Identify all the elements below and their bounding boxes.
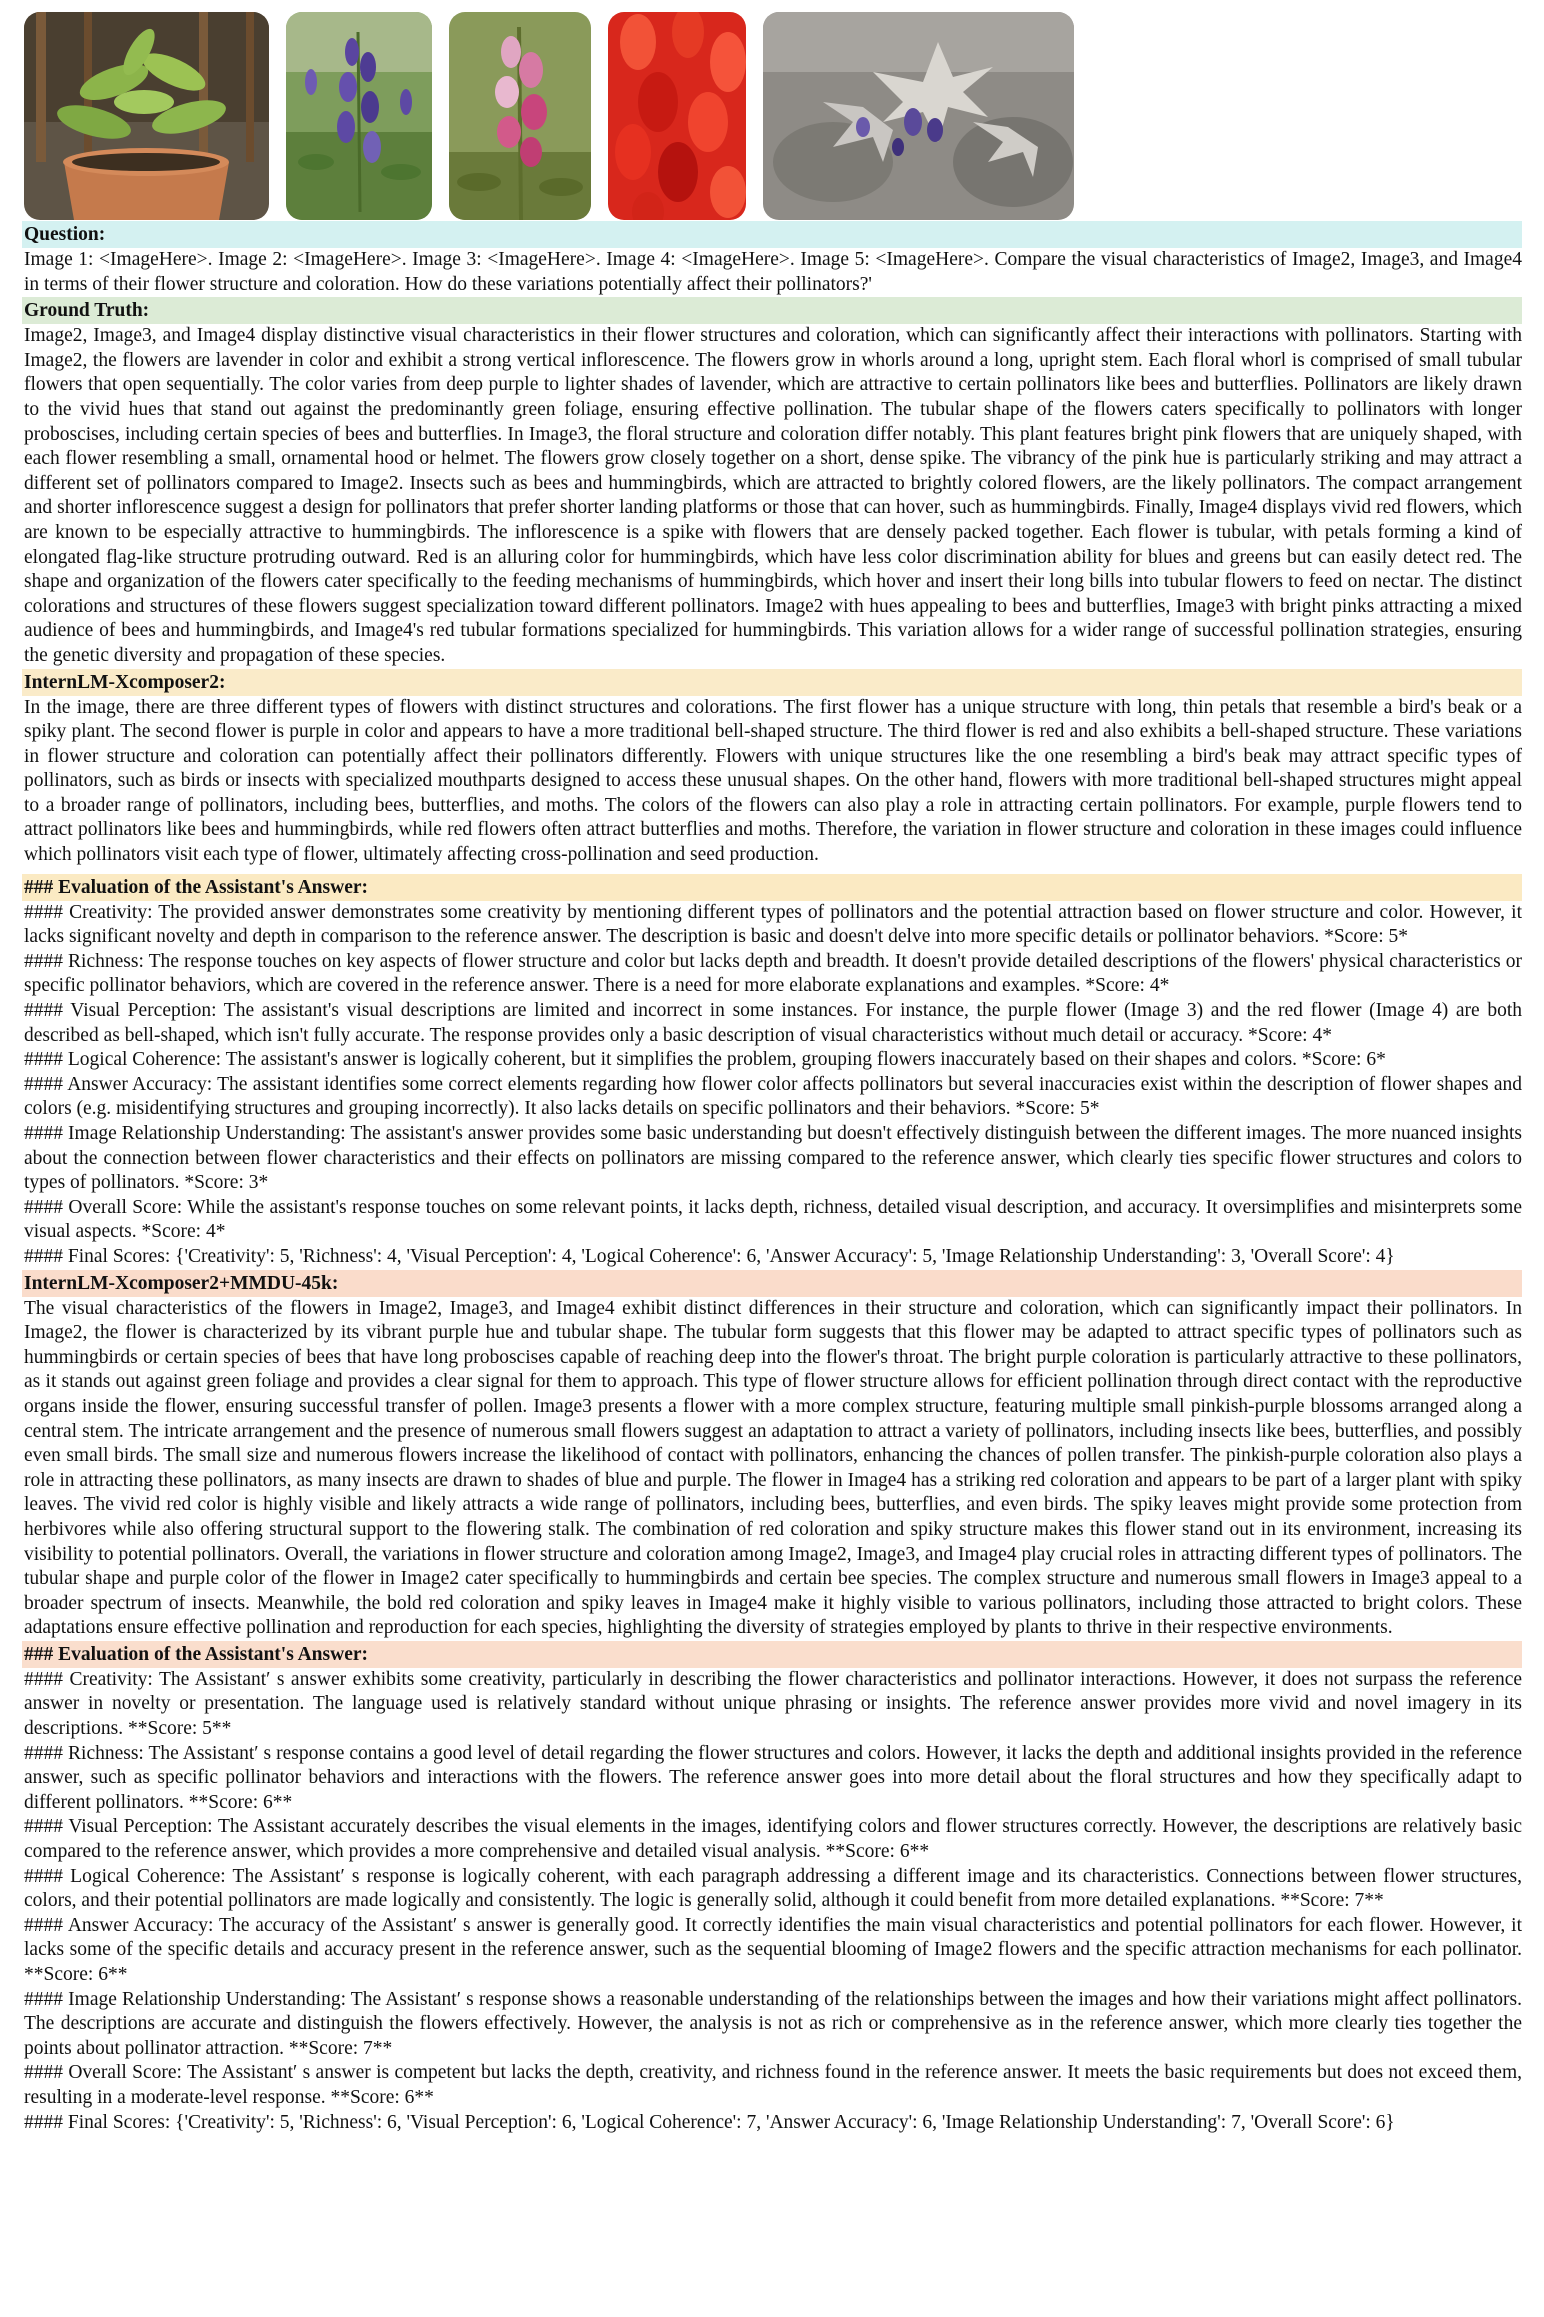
eval2-creativity: #### Creativity: The Assistant′ s answer exhibits some creativity, particularly in describing the flower characteristics and pollinator interactions. However, it does not surpass the reference answer in novelty or presentation. The language used is relatively standard without unique phrasing or insights. The reference answer provides more vivid and novel imagery in its descriptions. **Score: 5**	[24, 1668, 1522, 1740]
eval1-overall-score: #### Overall Score: While the assistant's response touches on some relevant points, it lacks depth, richness, detailed visual description, and accuracy. It oversimplifies and misinterprets some visual aspects. *Score: 4*	[24, 1196, 1522, 1243]
eval1-answer-accuracy: #### Answer Accuracy: The assistant identifies some correct elements regarding how flower color affects pollinators but several inaccuracies exist within the description of flower shapes and colors (e.g. misidentifying structures and grouping incorrectly). It also lacks details on specific pollinators and their behaviors. *Score: 5*	[24, 1073, 1522, 1120]
eval2-image-relationship: #### Image Relationship Understanding: The Assistant′ s response shows a reasonable understanding of the relationships between the images and how their variations might affect pollinators. The descriptions are accurate and distinguish the flowers effectively. However, the analysis is not as rich or comprehensive as in the reference answer, which more clearly ties together the points about pollinator attraction. **Score: 7**	[24, 1988, 1522, 2059]
eval2-answer-accuracy: #### Answer Accuracy: The accuracy of the Assistant′ s answer is generally good. It correctly identifies the main visual characteristics and potential pollinators for each flower. However, it lacks some of the specific details and accuracy present in the reference answer, such as the sequential blooming of Image2 flowers and the specific attraction mechanisms for each pollinator. **Score: 6**	[24, 1914, 1522, 1985]
eval2-visual-perception: #### Visual Perception: The Assistant accurately describes the visual elements in the images, identifying colors and flower structures correctly. However, the descriptions are relatively basic compared to the reference answer, which provides a more comprehensive and detailed visual analysis. **Score: 6**	[24, 1816, 1522, 1863]
eval2-logical-coherence: #### Logical Coherence: The Assistant′ s response is logically coherent, with each paragraph addressing a different image and its characteristics. Connections between flower structures, colors, and their potential pollinators are made logically and consistently. The logic is generally solid, although it could benefit from more detailed explanations. **Score: 7**	[24, 1865, 1522, 1912]
eval1-logical-coherence: #### Logical Coherence: The assistant's answer is logically coherent, but it simplifies the problem, grouping flowers inaccurately based on their shapes and colors. *Score: 6*	[24, 1049, 1386, 1071]
purple-sage-image	[286, 12, 432, 220]
ground-truth-heading: Ground Truth:	[22, 297, 1522, 324]
spiky-purple-flower-image	[763, 12, 1074, 220]
pink-sage-image	[449, 12, 591, 220]
eval1-visual-perception: #### Visual Perception: The assistant's visual descriptions are limited and incorrect in some instances. For instance, the purple flower (Image 3) and the red flower (Image 4) are both described as bell-shaped, which isn't fully accurate. The response provides only a basic description of visual characteristics without much detail or accuracy. *Score: 4*	[24, 1000, 1522, 1046]
potted-plant-image	[24, 12, 269, 220]
question-heading: Question:	[22, 221, 1522, 248]
eval2-richness: #### Richness: The Assistant′ s response contains a good level of detail regarding the flower structures and colors. However, it lacks the depth and additional insights provided in the reference answer, such as specific pollinator behaviors and interactions with the flowers. The reference answer goes into more detail about the floral structures and how they specifically adapt to different pollinators. **Score: 6**	[24, 1742, 1522, 1813]
model2-heading: InternLM-Xcomposer2+MMDU-45k:	[22, 1270, 1522, 1297]
red-salvia-image	[608, 12, 746, 220]
evaluation-document	[22, 221, 1522, 2135]
model1-answer-text: In the image, there are three different types of flowers with distinct structures and colorations. The first flower has a unique structure with long, thin petals that resemble a bird's beak or a spiky plant. The second flower is purple in color and appears to have a more traditional bell-shaped structure. The third flower is red and also exhibits a bell-shaped structure. These variations in flower structure and coloration can potentially affect their pollinators differently. Flowers with unique structures like the one resembling a bird's beak may attract specific types of pollinators, such as birds or insects with specialized mouthparts designed to access these unusual shapes. On the other hand, flowers with more traditional bell-shaped structures might appeal to a broader range of pollinators, including bees, butterflies, and moths. The colors of the flowers can also play a role in attracting certain pollinators. For example, purple flowers tend to attract pollinators like bees and hummingbirds, while red flowers often attract butterflies and moths. Therefore, the variation in flower structure and coloration in these images could influence which pollinators visit each type of flower, ultimately affecting cross-pollination and seed production.	[24, 696, 1522, 866]
eval2-final-scores: #### Final Scores: {'Creativity': 5, 'Richness': 6, 'Visual Perception': 6, 'Logical Coherence': 7, 'Answer Accuracy': 6, 'Image Relationship Understanding': 7, 'Overall Score': 6}	[24, 2111, 1395, 2133]
eval2-overall-score: #### Overall Score: The Assistant′ s answer is competent but lacks the depth, creativity, and richness found in the reference answer. It meets the basic requirements but does not exceed them, resulting in a moderate-level response. **Score: 6**	[24, 2062, 1522, 2108]
model1-heading: InternLM-Xcomposer2:	[22, 669, 1522, 696]
eval1-creativity: #### Creativity: The provided answer demonstrates some creativity by mentioning different types of pollinators and the potential attraction based on flower structure and color. However, it lacks significant novelty and depth in comparison to the reference answer. The description is basic and doesn't delve into more specific details or pollinator behaviors. *Score: 5*	[24, 901, 1522, 948]
eval1-final-scores: #### Final Scores: {'Creativity': 5, 'Richness': 4, 'Visual Perception': 4, 'Logical Coherence': 6, 'Answer Accuracy': 5, 'Image Relationship Understanding': 3, 'Overall Score': 4}	[24, 1245, 1395, 1267]
question-text: Image 1: <ImageHere>. Image 2: <ImageHere>. Image 3: <ImageHere>. Image 4: <ImageHere>. Image 5: <ImageHere>. Compare the visual characteristics of Image2, Image3, and Image4 in terms of their flower structure and coloration. How do these variations potentially affect their pollinators?'	[24, 249, 1522, 295]
eval1-richness: #### Richness: The response touches on key aspects of flower structure and color but lacks depth and breadth. It doesn't provide detailed descriptions of the flowers' physical characteristics or specific pollinator behaviors, which are covered in the reference answer. There is a need for more elaborate explanations and examples. *Score: 4*	[24, 950, 1522, 997]
eval1-body	[22, 901, 1522, 1270]
eval2-heading: ### Evaluation of the Assistant's Answer:	[22, 1641, 1522, 1668]
eval2-body	[22, 1668, 1522, 2135]
eval1-image-relationship: #### Image Relationship Understanding: The assistant's answer provides some basic understanding but doesn't effectively distinguish between the different images. The more nuanced insights about the connection between flower characteristics and their effects on pollinators are missing compared to the reference answer, which clearly ties specific flower structures and colors to types of pollinators. *Score: 3*	[24, 1123, 1522, 1194]
model2-answer-text: The visual characteristics of the flowers in Image2, Image3, and Image4 exhibit distinct differences in their structure and coloration, which can significantly impact their pollinators. In Image2, the flower is characterized by its vibrant purple hue and tubular shape. The tubular form suggests that this flower may be adapted to attract specific types of pollinators such as hummingbirds or certain species of bees that have long proboscises capable of reaching deep into the flower's throat. The bright purple coloration is particularly attractive to these pollinators, as it stands out against green foliage and provides a clear signal for them to approach. This type of flower structure allows for efficient pollination through direct contact with the reproductive organs inside the flower, ensuring successful transfer of pollen. Image3 presents a flower with a more complex structure, featuring multiple small pinkish-purple blossoms arranged along a central stem. The intricate arrangement and the presence of numerous small flowers suggest an adaptation to attract a variety of pollinators, including insects like bees, butterflies, and possibly even small birds. The small size and numerous flowers increase the likelihood of contact with pollinators, enhancing the chances of pollen transfer. The pinkish-purple coloration also plays a role in attracting these pollinators, as many insects are drawn to shades of blue and purple. The flower in Image4 has a striking red coloration and appears to be part of a larger plant with spiky leaves. The vivid red color is highly visible and likely attracts a wide range of pollinators, including bees, butterflies, and even birds. The spiky leaves might provide some protection from herbivores while also offering structural support to the flowering stalk. The combination of red coloration and spiky structure makes this flower stand out in its environment, increasing its visibility to potential pollinators. Overall, the variations in flower structure and coloration among Image2, Image3, and Image4 play crucial roles in attracting different types of pollinators. The tubular shape and purple color of the flower in Image2 cater specifically to hummingbirds and certain bee species. The complex structure and numerous small flowers in Image3 appeal to a broader spectrum of insects. Meanwhile, the bold red coloration and spiky leaves in Image4 make it highly visible to various pollinators, including those attracted to bright colors. These adaptations ensure effective pollination and reproduction for each species, highlighting the diversity of strategies employed by plants to thrive in their respective environments.	[24, 1297, 1522, 1639]
eval1-heading: ### Evaluation of the Assistant's Answer:	[22, 874, 1522, 901]
ground-truth-text: Image2, Image3, and Image4 display distinctive visual characteristics in their flower structures and coloration, which can significantly affect their interactions with pollinators. Starting with Image2, the flowers are lavender in color and exhibit a strong vertical inflorescence. The flowers grow in whorls around a long, upright stem. Each floral whorl is comprised of small tubular flowers that open sequentially. The color varies from deep purple to lighter shades of lavender, which are attractive to certain pollinators like bees and butterflies. Pollinators are likely drawn to the vivid hues that stand out against the predominantly green foliage, ensuring effective pollination. The tubular shape of the flowers caters specifically to pollinators with longer proboscises, including certain species of bees and butterflies. In Image3, the floral structure and coloration differ notably. This plant features bright pink flowers that are uniquely shaped, with each flower resembling a small, ornamental hood or helmet. The flowers grow closely together on a short, dense spike. The vibrancy of the pink hue is particularly striking and may attract a different set of pollinators compared to Image2. Insects such as bees and hummingbirds, which are attracted to brightly colored flowers, are the likely pollinators. The compact arrangement and shorter inflorescence suggest a design for pollinators that prefer shorter landing platforms or those that can hover, such as hummingbirds. Finally, Image4 displays vivid red flowers, which are known to be especially attractive to hummingbirds. The inflorescence is a spike with flowers that are densely packed together. Each flower is tubular, with petals forming a kind of elongated flag-like structure protruding outward. Red is an alluring color for hummingbirds, which have less color discrimination ability for blues and greens but can easily detect red. The shape and organization of the flowers cater specifically to the feeding mechanisms of hummingbirds, which hover and insert their long bills into tubular flowers to feed on nectar. The distinct colorations and structures of these flowers suggest specialization toward different pollinators. Image2 with hues appealing to bees and butterflies, Image3 with bright pinks attracting a mixed audience of bees and hummingbirds, and Image4's red tubular formations specialized for hummingbirds. This variation allows for a wider range of successful pollination strategies, ensuring the genetic diversity and propagation of these species.	[24, 325, 1522, 666]
